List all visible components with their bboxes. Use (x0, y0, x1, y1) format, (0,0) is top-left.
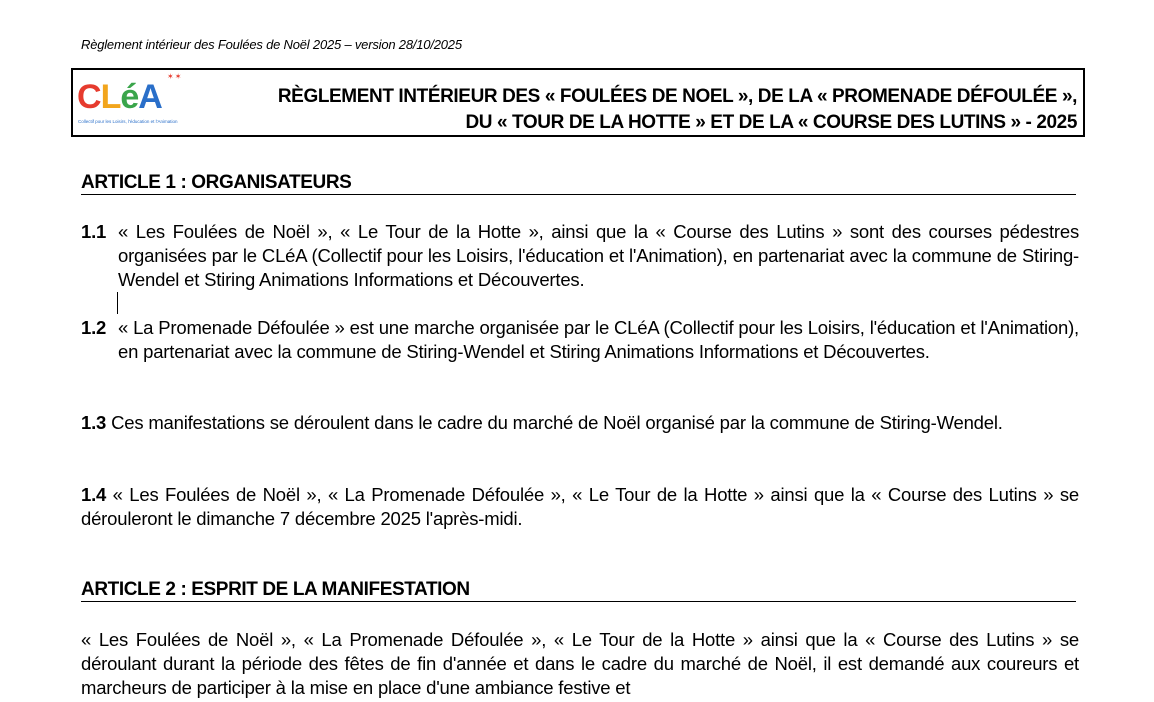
logo-stars-icon: ✶✶ (167, 72, 183, 81)
item-text: « La Promenade Défoulée » est une marche organisée par le CLéA (Collectif pour les Loisirs, l'éducation et l'Animation), en partenariat avec la commune de Stiring-Wendel et Stiring Animations Informations et Découvertes. (118, 317, 1079, 362)
logo-wordmark: CLéA (77, 78, 162, 116)
title-box (71, 68, 1085, 137)
title-line-1: RÈGLEMENT INTÉRIEUR DES « FOULÉES DE NOEL », DE LA « PROMENADE DÉFOULÉE », (277, 86, 1077, 107)
title-line-2: DU « TOUR DE LA HOTTE » ET DE LA « COURSE DES LUTINS » - 2025 (465, 112, 1077, 133)
article-1-item-1 (81, 220, 1079, 292)
item-text: Ces manifestations se déroulent dans le cadre du marché de Noël organisé par la commune de Stiring-Wendel. (111, 412, 1003, 433)
article-1-item-3 (81, 411, 1079, 435)
item-number: 1.4 (81, 484, 107, 505)
logo-tagline: Collectif pour les Loisirs, l'éducation et l'Animation (78, 119, 178, 124)
clea-logo (77, 74, 185, 132)
item-number: 1.1 (81, 221, 107, 242)
item-number: 1.3 (81, 412, 107, 433)
article-2-heading: ARTICLE 2 : ESPRIT DE LA MANIFESTATION (81, 579, 1076, 602)
item-text: « Les Foulées de Noël », « La Promenade Défoulée », « Le Tour de la Hotte » ainsi que la « Course des Lutins » se dérouleront le dimanche 7 décembre 2025 l'après-midi. (81, 484, 1079, 529)
item-number: 1.2 (81, 317, 107, 338)
running-header: Règlement intérieur des Foulées de Noël 2025 – version 28/10/2025 (81, 37, 462, 52)
text-cursor (117, 292, 118, 314)
document-title (278, 84, 1077, 136)
article-2-paragraph: « Les Foulées de Noël », « La Promenade Défoulée », « Le Tour de la Hotte » ainsi que la « Course des Lutins » se déroulant durant la période des fêtes de fin d'année et dans le cadre du marché de Noël, il est demandé aux coureurs et marcheurs de participer à la mise en place d'une ambiance festive et (81, 629, 1079, 698)
article-1-item-4 (81, 483, 1079, 531)
article-1-item-2 (81, 316, 1079, 364)
article-1-heading: ARTICLE 1 : ORGANISATEURS (81, 172, 1076, 195)
item-text: « Les Foulées de Noël », « Le Tour de la Hotte », ainsi que la « Course des Lutins » sont des courses pédestres organisées par le CLéA (Collectif pour les Loisirs, l'éducation et l'Animation), en partenariat avec la commune de Stiring-Wendel et Stiring Animations Informations et Découvertes. (118, 221, 1079, 290)
